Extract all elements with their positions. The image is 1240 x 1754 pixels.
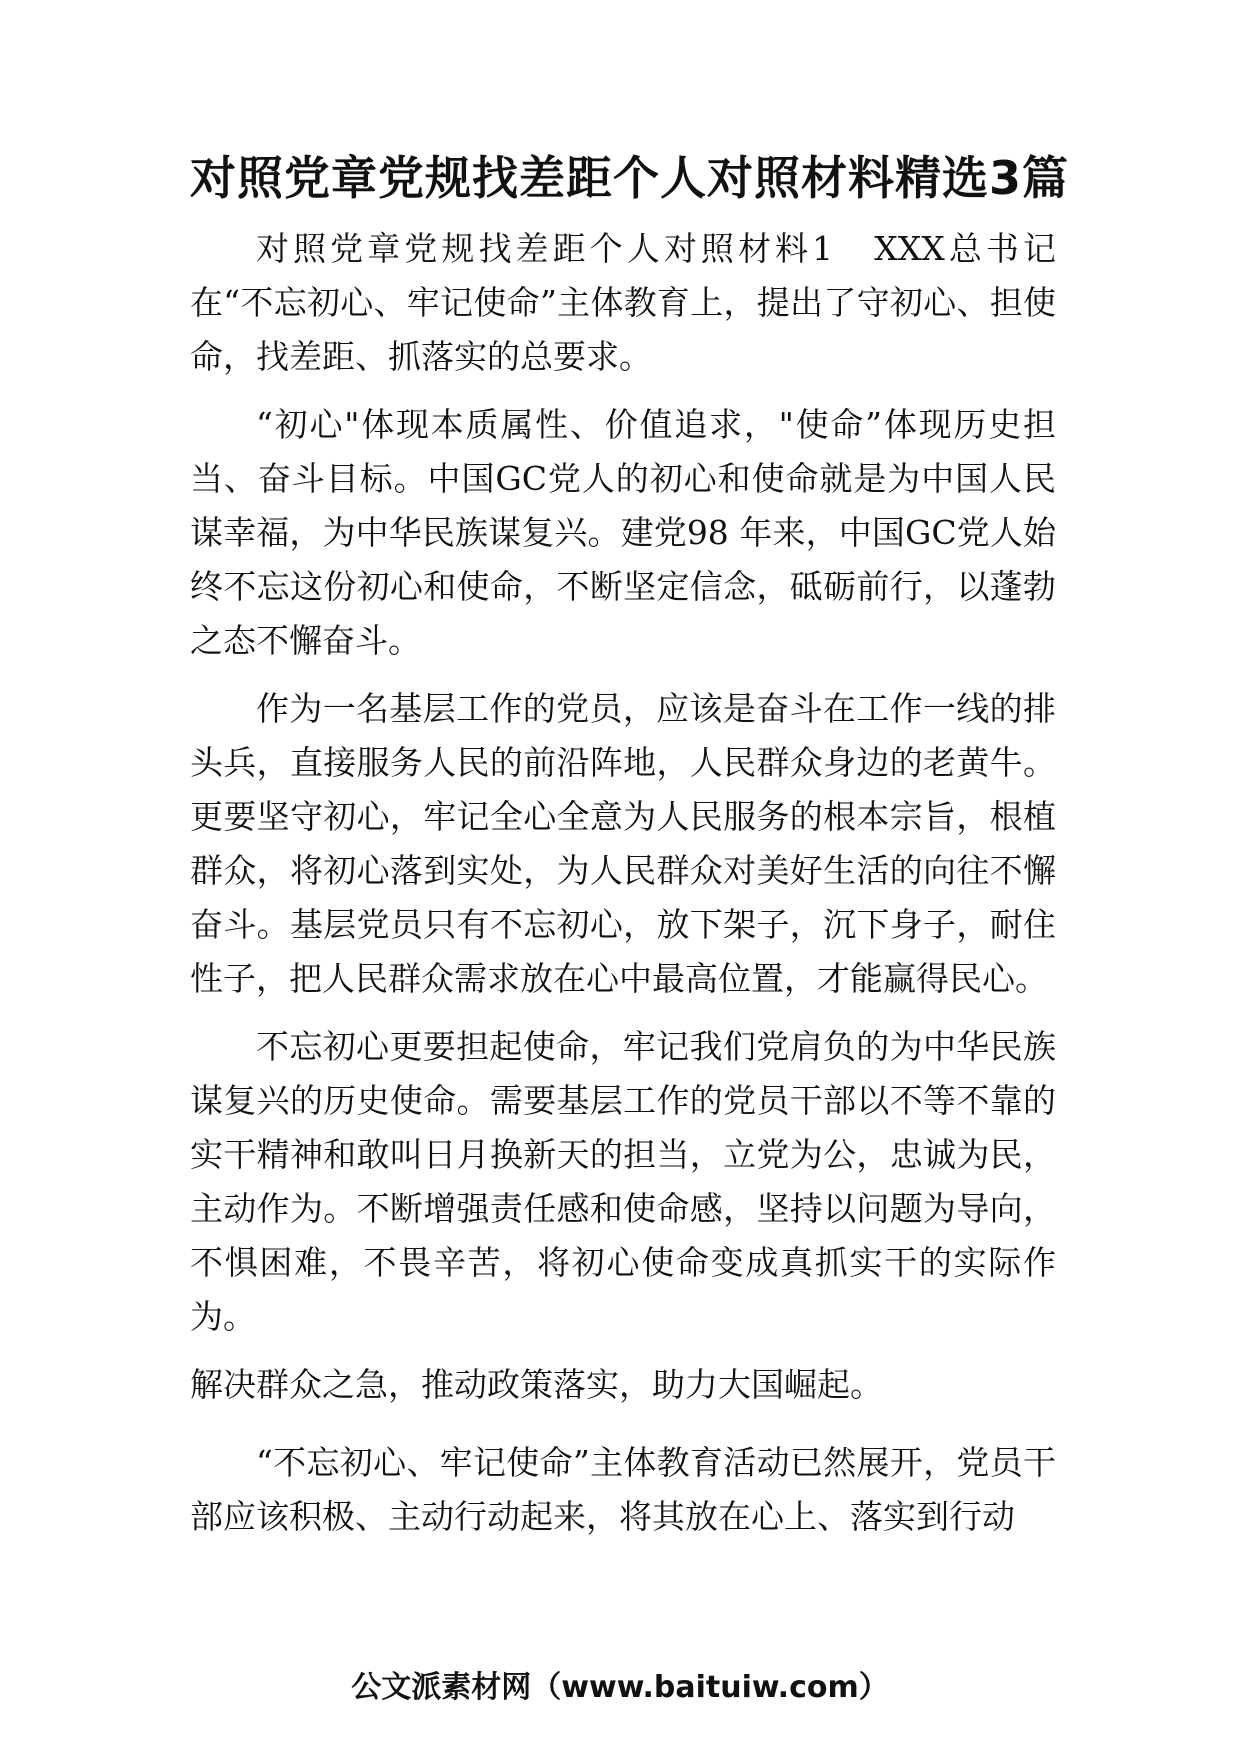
paragraph-4: 不忘初心更要担起使命，牢记我们党肩负的为中华民族谋复兴的历史使命。需要基层工作的党员干部以不等不靠的实干精神和敢叫日月换新天的担当，立党为公，忠诚为民，主动作为。不断增强责任感和使命感，坚持以问题为导向，不惧困难，不畏辛苦，将初心使命变成真抓实干的实际作为。 <box>190 1027 1056 1336</box>
paragraph-6: “不忘初心、牢记使命”主体教育活动已然展开，党员干部应该积极、主动行动起来，将其放在心上、落实到行动 <box>190 1443 1056 1536</box>
document-title: 对照党章党规找差距个人对照材料精选3篇 <box>190 151 1070 205</box>
paragraph-5: 解决群众之急，推动政策落实，助力大国崛起。 <box>190 1365 883 1404</box>
paragraph-2: “初心"体现本质属性、价值追求，"使命”体现历史担当、奋斗目标。中国GC党人的初心和使命就是为中国人民谋幸福，为中华民族谋复兴。建党98 年来，中国GC党人始终不忘这份初心和使命，不断坚定信念，砥砺前行，以蓬勃之态不懈奋斗。 <box>190 405 1056 660</box>
footer-source: 公文派素材网（www.baituiw.com） <box>351 1670 889 1705</box>
paragraph-1: 对照党章党规找差距个人对照材料1 XXX总书记在“不忘初心、牢记使命”主体教育上，提出了守初心、担使命，找差距、抓落实的总要求。 <box>190 229 1056 376</box>
paragraph-3: 作为一名基层工作的党员，应该是奋斗在工作一线的排头兵，直接服务人民的前沿阵地，人民群众身边的老黄牛。更要坚守初心，牢记全心全意为人民服务的根本宗旨，根植群众，将初心落到实处，为人民群众对美好生活的向往不懈奋斗。基层党员只有不忘初心，放下架子，沉下身子，耐住性子，把人民群众需求放在心中最高位置，才能赢得民心。 <box>190 689 1056 998</box>
document-body <box>190 222 1056 1544</box>
